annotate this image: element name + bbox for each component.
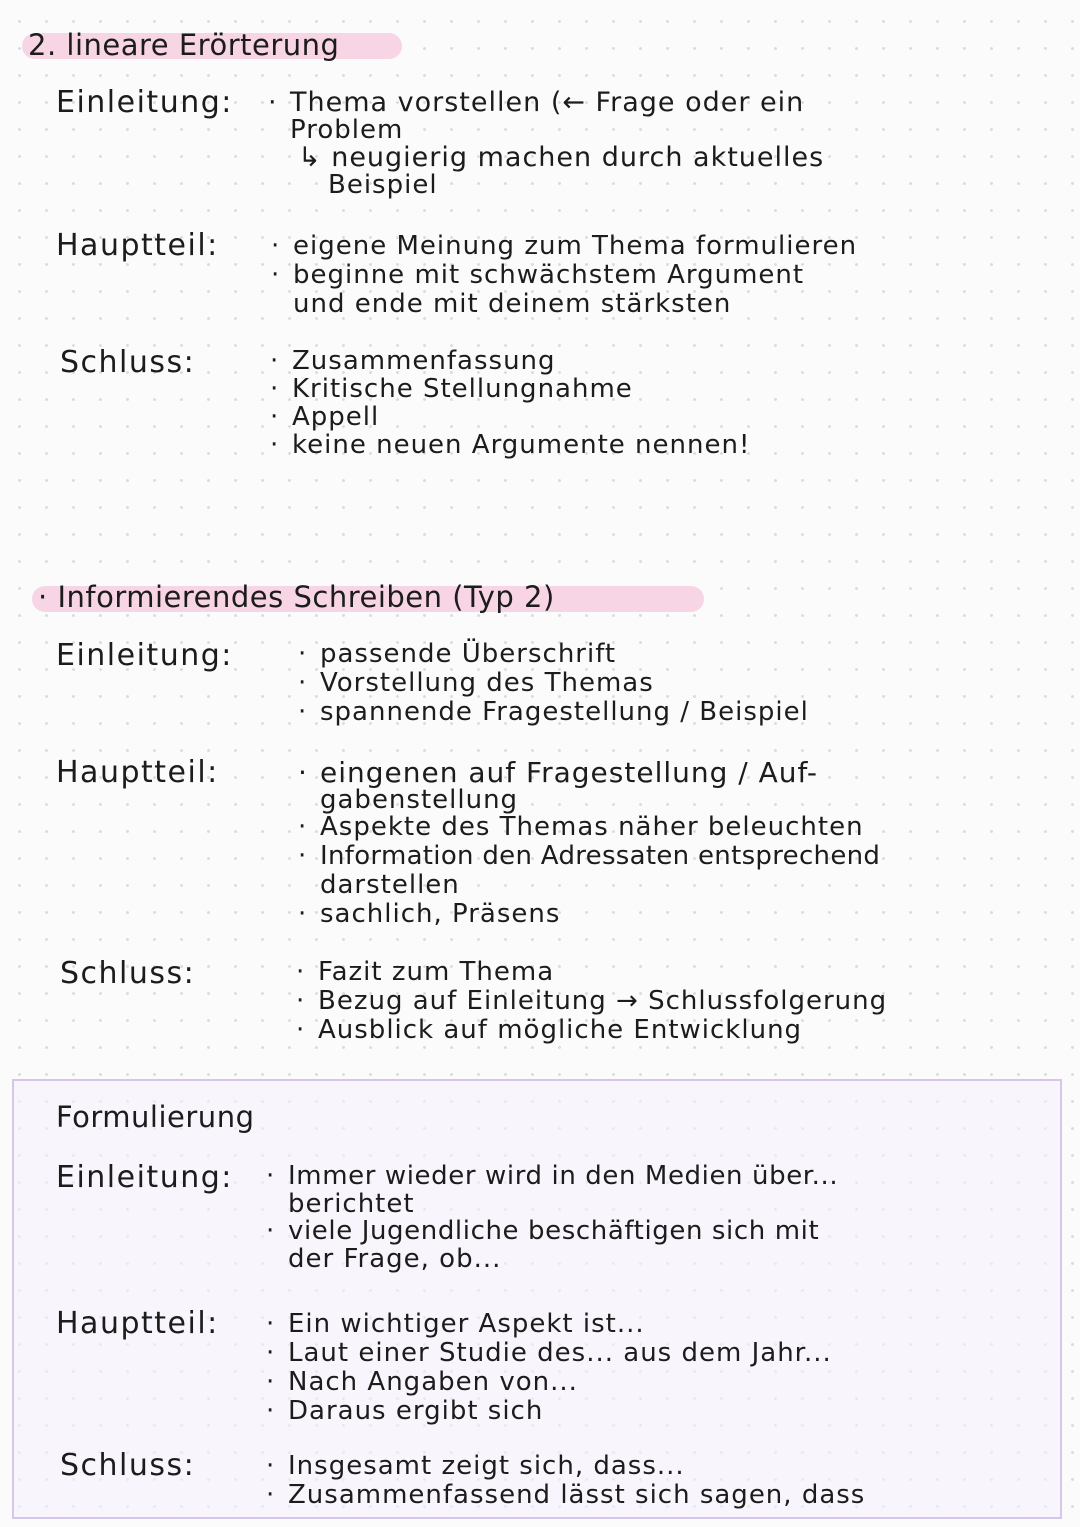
einleitung-content [290,88,824,198]
list-item: · passende Überschrift [320,640,809,669]
list-item: berichtet [288,1189,415,1219]
list-item: · keine neuen Argumente nennen! [292,431,750,459]
list-item: · Nach Angaben von... [288,1368,832,1397]
label-einleitung: Einleitung: [56,638,233,673]
list-item: · Aspekte des Themas näher beleuchten [320,813,880,842]
label-hauptteil: Hauptteil: [56,755,219,790]
formulierung-title: Formulierung [56,1100,255,1134]
list-item: darstellen [320,870,460,900]
list-item: · sachlich, Präsens [320,900,880,929]
label-schluss: Schluss: [60,1448,196,1483]
list-item: · Zusammenfassend lässt sich sagen, dass [288,1481,865,1510]
list-item: · Insgesamt zeigt sich, dass... [288,1452,865,1481]
list-item: · Ausblick auf mögliche Entwicklung [318,1016,887,1045]
section-title-erorterung: 2. lineare Erörterung [28,28,340,62]
list-item: · Daraus ergibt sich [288,1397,832,1426]
hauptteil-content [320,758,880,929]
list-item: · Information den Adressaten entsprechend [320,842,880,871]
list-item: · beginne mit schwächstem Argument [293,261,857,290]
list-item: · Laut einer Studie des... aus dem Jahr... [288,1339,832,1368]
label-schluss: Schluss: [60,345,196,380]
list-item: · viele Jugendliche beschäftigen sich mit [288,1217,838,1246]
list-item: · spannende Fragestellung / Beispiel [320,698,809,727]
list-item: und ende mit deinem stärksten [293,289,732,319]
schluss-content [292,347,750,459]
list-item: gabenstellung [320,785,519,815]
list-item: · eingenen auf Fragestellung / Auf- [320,758,880,787]
label-schluss: Schluss: [60,956,196,991]
label-hauptteil: Hauptteil: [56,228,219,263]
list-item: · Bezug auf Einleitung → Schlussfolgerung [318,987,887,1016]
list-item: der Frage, ob... [288,1244,502,1274]
list-item: Problem [290,115,404,145]
einleitung-content [320,640,809,727]
schluss-content [288,1452,865,1510]
list-item: Beispiel [328,170,438,200]
schluss-content [318,958,887,1045]
label-hauptteil: Hauptteil: [56,1306,219,1341]
einleitung-content [288,1162,838,1272]
list-item: · eigene Meinung zum Thema formulieren [293,232,857,261]
section-title-informierend: · Informierendes Schreiben (Typ 2) [38,580,555,614]
list-item: · Kritische Stellungnahme [292,375,750,403]
list-item: · Vorstellung des Themas [320,669,809,698]
hauptteil-content [288,1310,832,1426]
list-item: · Fazit zum Thema [318,958,887,987]
list-item: ↳ neugierig machen durch aktuelles [298,142,825,173]
list-item: · Ein wichtiger Aspekt ist... [288,1310,832,1339]
hauptteil-content [293,232,857,319]
label-einleitung: Einleitung: [56,1160,233,1195]
label-einleitung: Einleitung: [56,85,233,120]
list-item: · Immer wieder wird in den Medien über... [288,1162,838,1191]
list-item: · Appell [292,403,750,431]
list-item: · Thema vorstellen (← Frage oder ein [290,88,824,117]
list-item: · Zusammenfassung [292,347,750,375]
